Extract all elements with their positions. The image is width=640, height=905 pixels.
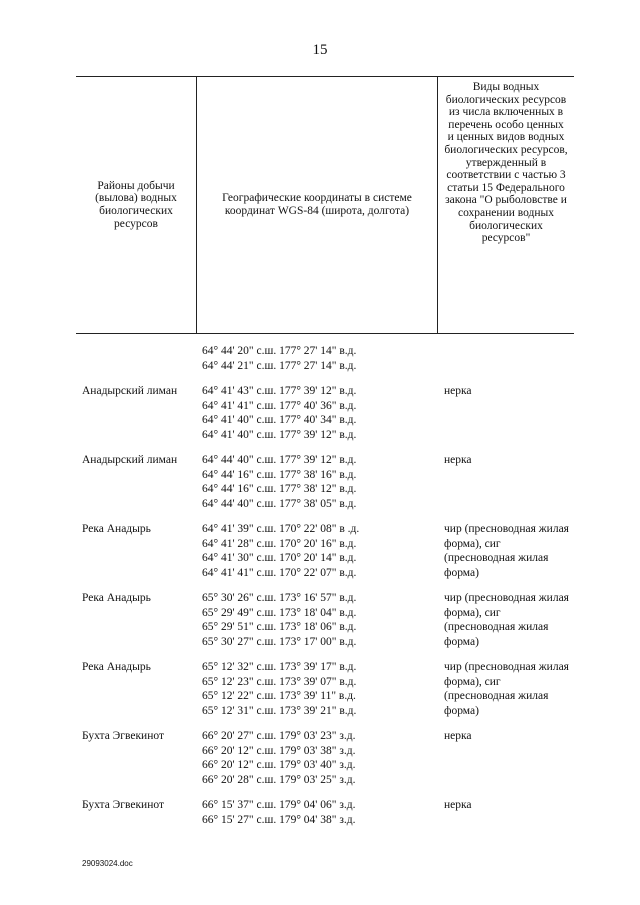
coordinate-line: 64° 41' 40" с.ш. 177° 40' 34" в.д.	[202, 414, 357, 426]
coordinate-line: 66° 20' 12" с.ш. 179° 03' 38" з.д.	[202, 744, 356, 757]
coordinate-line: 65° 12' 22" с.ш. 173° 39' 11" в.д.	[202, 690, 356, 702]
coordinate-line: 64° 41' 30" с.ш. 170° 20' 14" в.д.	[202, 552, 357, 564]
coordinate-line: 64° 41' 28" с.ш. 170° 20' 16" в.д.	[202, 537, 357, 550]
region-cell: Анадырский лиман	[82, 385, 178, 397]
table-row	[82, 453, 582, 511]
page-number: 15	[312, 42, 328, 58]
coordinates-cell	[202, 522, 444, 580]
table-row	[82, 798, 582, 827]
species-cell: нерка	[444, 730, 472, 742]
species-cell: нерка	[444, 454, 472, 466]
coordinate-line: 64° 44' 40" с.ш. 177° 38' 05" в.д.	[202, 497, 357, 510]
species-cell: нерка	[444, 385, 472, 397]
coordinates-cell	[202, 384, 444, 442]
coordinate-line: 66° 20' 12" с.ш. 179° 03' 40" з.д.	[202, 759, 356, 771]
coordinate-line: 64° 44' 21" с.ш. 177° 27' 14" в.д.	[202, 359, 357, 372]
table-row	[82, 344, 582, 373]
coordinates-cell	[202, 453, 444, 511]
coordinate-line: 66° 20' 27" с.ш. 179° 03' 23" з.д.	[202, 730, 356, 742]
coordinate-line: 64° 41' 43" с.ш. 177° 39' 12" в.д.	[202, 385, 357, 397]
species-cell	[444, 344, 574, 373]
header-region: Районы добычи (вылова) водных биологических ресурсов	[95, 179, 177, 230]
region-cell: Бухта Эгвекинот	[82, 799, 164, 811]
coordinate-line: 66° 20' 28" с.ш. 179° 03' 25" з.д.	[202, 773, 356, 786]
table-row	[82, 729, 582, 787]
species-cell: чир (пресноводная жилая форма), сиг (пресноводная жилая форма)	[444, 592, 569, 648]
coordinates-cell	[202, 591, 444, 649]
region-cell	[82, 344, 202, 373]
region-cell: Анадырский лиман	[82, 454, 178, 466]
coordinates-cell	[202, 344, 444, 373]
coordinate-line: 65° 12' 31" с.ш. 173° 39' 21" в.д.	[202, 704, 357, 717]
coordinate-line: 64° 41' 41" с.ш. 170° 22' 07" в.д.	[202, 566, 357, 579]
coordinate-line: 64° 41' 39" с.ш. 170° 22' 08" в .д.	[202, 523, 360, 535]
coordinate-line: 65° 29' 51" с.ш. 173° 18' 06" в.д.	[202, 621, 357, 633]
table-row	[82, 522, 582, 580]
coordinate-line: 64° 44' 16" с.ш. 177° 38' 12" в.д.	[202, 483, 357, 495]
document-filename: 29093024.doc	[82, 859, 133, 868]
table-body	[82, 344, 582, 838]
coordinate-line: 65° 30' 27" с.ш. 173° 17' 00" в.д.	[202, 635, 357, 648]
coordinates-cell	[202, 729, 444, 787]
species-cell: нерка	[444, 799, 472, 811]
coordinate-line: 65° 12' 23" с.ш. 173° 39' 07" в.д.	[202, 675, 357, 688]
region-cell: Река Анадырь	[82, 523, 151, 535]
coordinate-line: 64° 44' 40" с.ш. 177° 39' 12" в.д.	[202, 454, 357, 466]
header-coordinates: Географические координаты в системе координат WGS-84 (широта, долгота)	[196, 77, 438, 333]
table-row	[82, 384, 582, 442]
header-species: Виды водных биологических ресурсов из числа включенных в перечень особо ценных и ценных видов водных биологических ресурсов, утвержденный в соответствии с частью 3 статьи 15 Федерального закона "О рыболовстве и сохранении водных биологических ресурсов"	[444, 81, 568, 245]
region-cell: Река Анадырь	[82, 592, 151, 604]
coordinate-line: 64° 41' 40" с.ш. 177° 39' 12" в.д.	[202, 428, 357, 441]
region-cell: Река Анадырь	[82, 661, 151, 673]
coordinate-line: 65° 30' 26" с.ш. 173° 16' 57" в.д.	[202, 592, 357, 604]
coordinate-line: 64° 41' 41" с.ш. 177° 40' 36" в.д.	[202, 399, 357, 412]
table-row	[82, 591, 582, 649]
region-cell: Бухта Эгвекинот	[82, 730, 164, 742]
coordinate-line: 65° 29' 49" с.ш. 173° 18' 04" в.д.	[202, 606, 357, 619]
table-header	[76, 76, 574, 334]
coordinate-line: 64° 44' 20" с.ш. 177° 27' 14" в.д.	[202, 345, 357, 357]
coordinate-line: 66° 15' 27" с.ш. 179° 04' 38" з.д.	[202, 813, 356, 826]
coordinates-cell	[202, 798, 444, 827]
coordinate-line: 65° 12' 32" с.ш. 173° 39' 17" в.д.	[202, 661, 357, 673]
coordinate-line: 66° 15' 37" с.ш. 179° 04' 06" з.д.	[202, 799, 356, 811]
table-row	[82, 660, 582, 718]
species-cell: чир (пресноводная жилая форма), сиг (пресноводная жилая форма)	[444, 661, 569, 717]
species-cell: чир (пресноводная жилая форма), сиг (пресноводная жилая форма)	[444, 523, 569, 579]
coordinate-line: 64° 44' 16" с.ш. 177° 38' 16" в.д.	[202, 468, 357, 481]
coordinates-cell	[202, 660, 444, 718]
